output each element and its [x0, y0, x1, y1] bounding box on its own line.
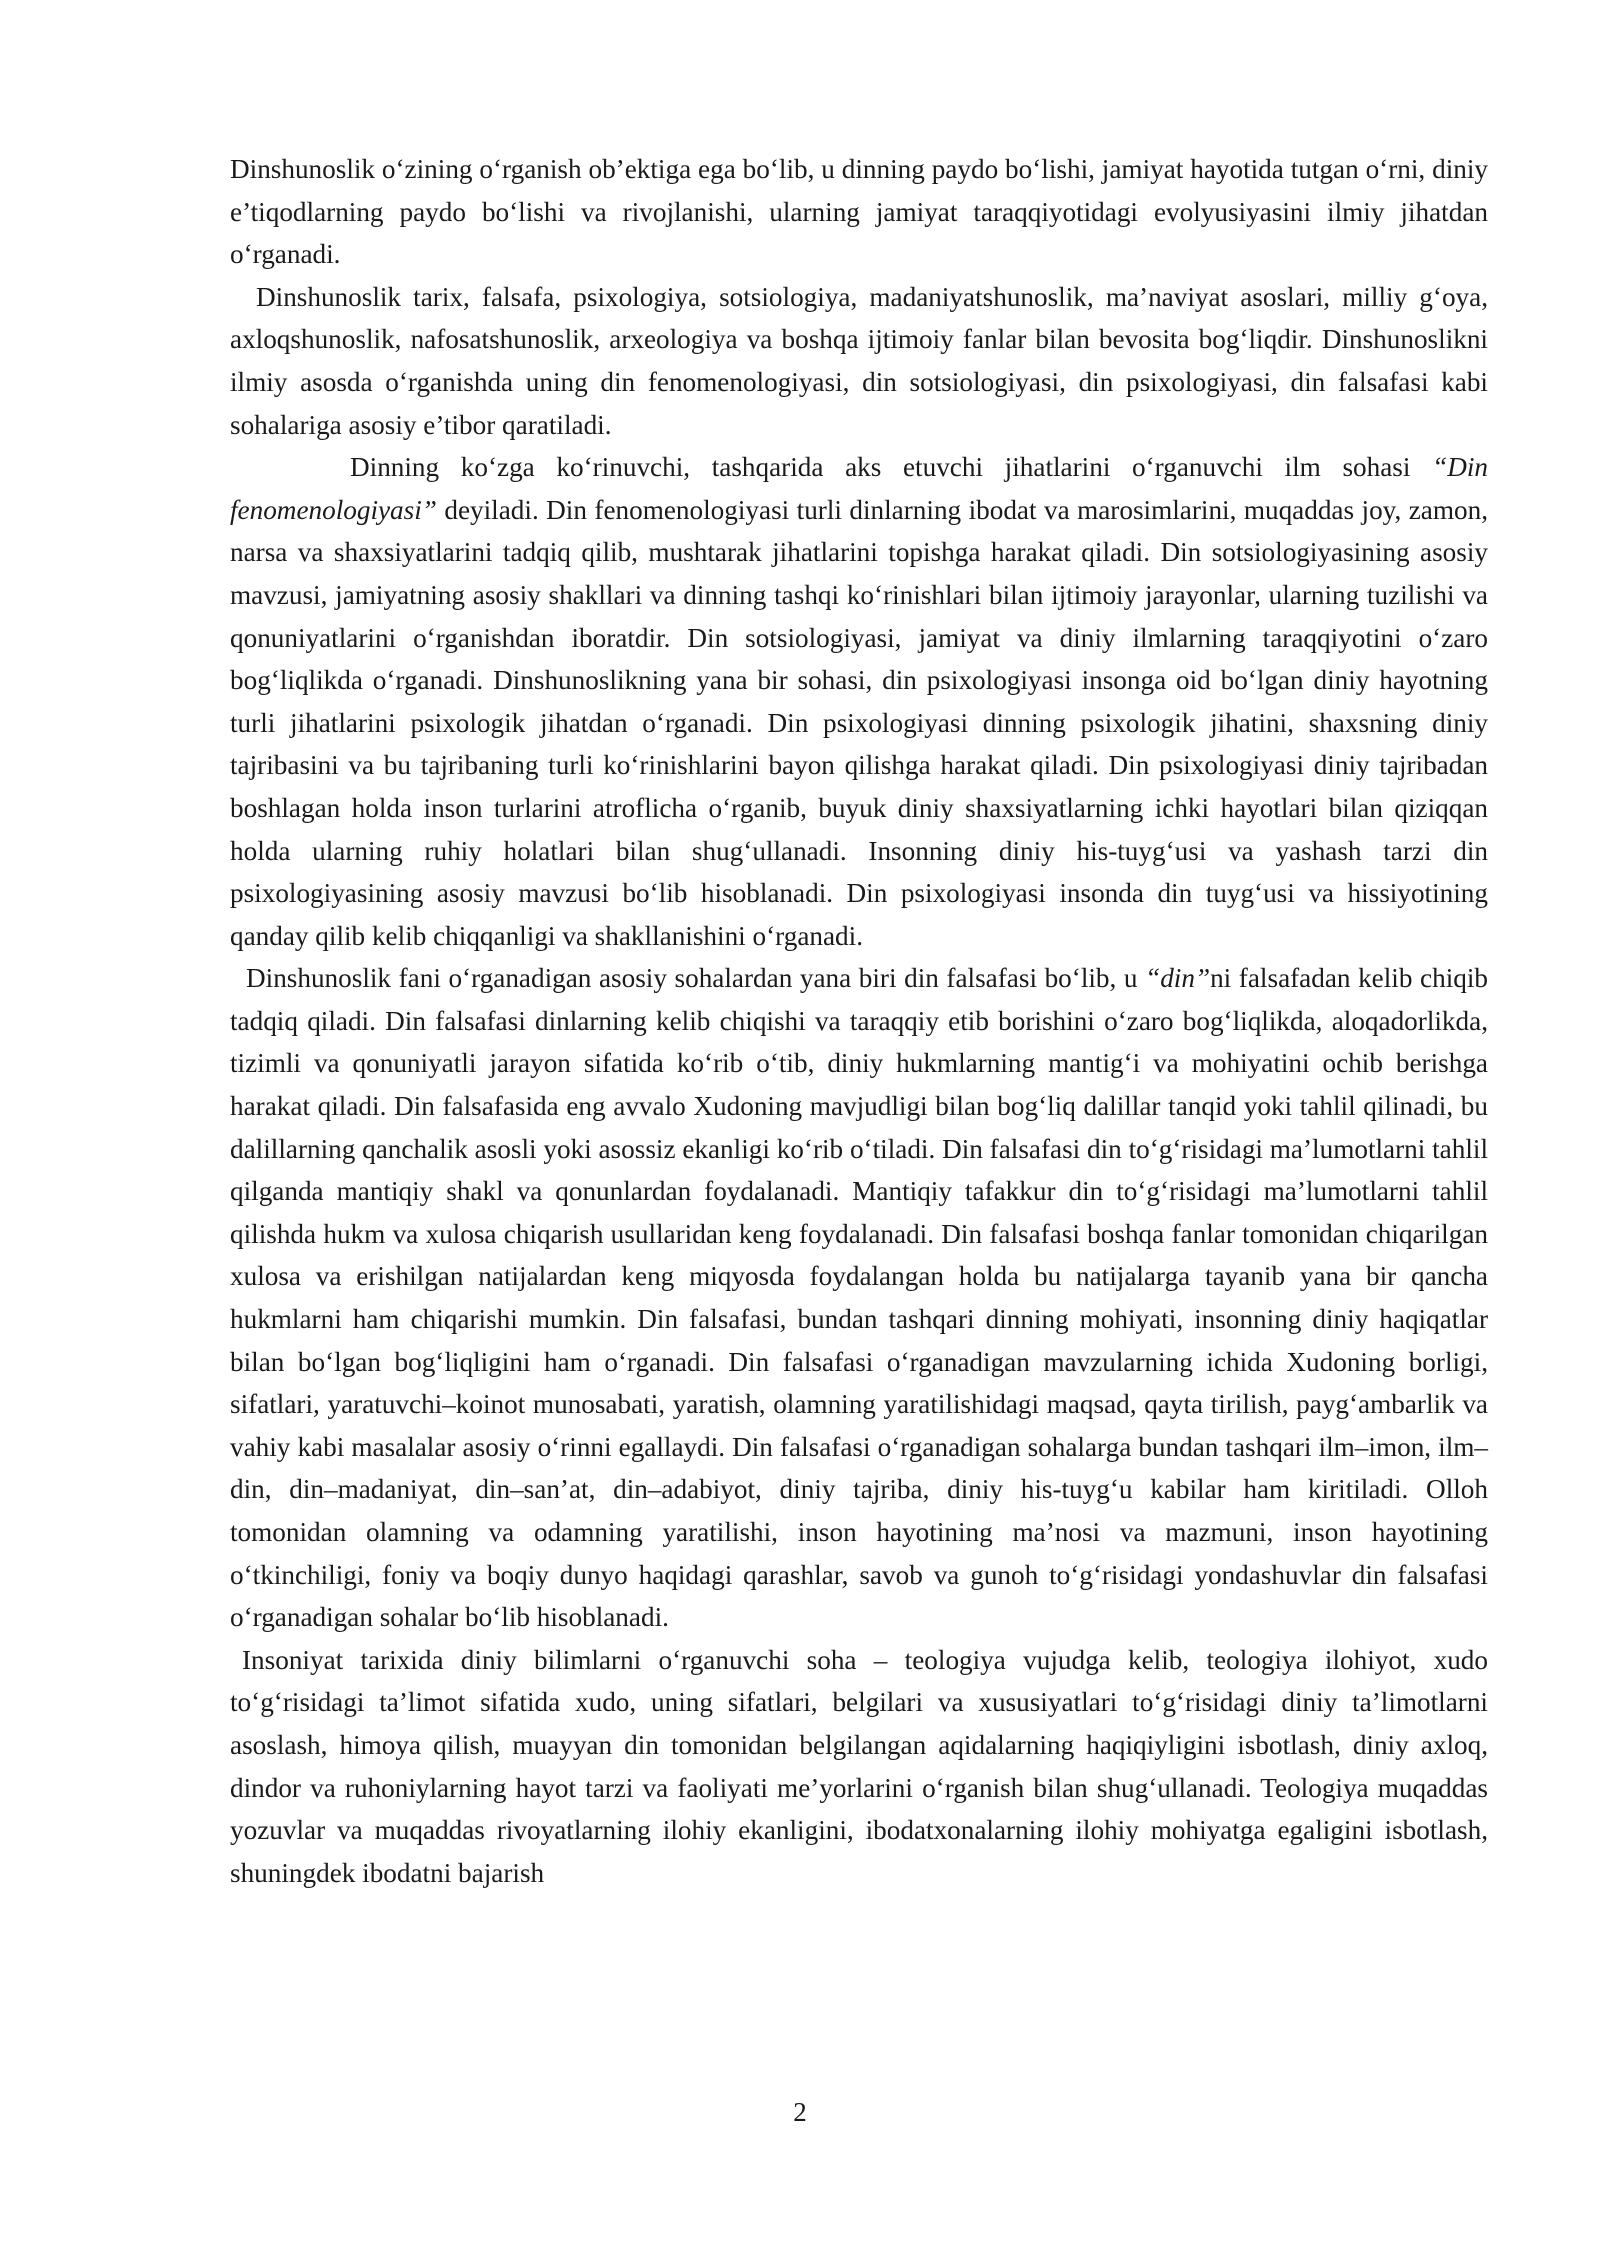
paragraph-2 — [230, 276, 1488, 446]
document-body — [230, 148, 1488, 1894]
paragraph-4-italic-term: “din” — [1145, 963, 1211, 994]
paragraph-3-text-after: deyiladi. Din fenomenologiyasi turli dinlarning ibodat va marosimlarini, muqaddas joy, zamon, narsa va shaxsiyatlarini tadqiq qilib, mushtarak jihatlarini topishga harakat qiladi. Din sotsiologiyasining asosiy mavzusi, jamiyatning asosiy shakllari va dinning tashqi ko‘rinishlari bilan ijtimoiy jarayonlar, ularning tuzilishi va qonuniyatlarini o‘rganishdan iboratdir. Din sotsiologiyasi, jamiyat va diniy ilmlarning taraqqiyotini o‘zaro bog‘liqlikda o‘rganadi. Dinshunoslikning yana bir sohasi, din psixologiyasi insonga oid bo‘lgan diniy hayotning turli jihatlarini psixologik jihatdan o‘rganadi. Din psixologiyasi dinning psixologik jihatini, shaxsning diniy tajribasini va bu tajribaning turli ko‘rinishlarini bayon qilishga harakat qiladi. Din psixologiyasi diniy tajribadan boshlagan holda inson turlarini atroflicha o‘rganib, buyuk diniy shaxsiyatlarning ichki hayotlari bilan qiziqqan holda ularning ruhiy holatlari bilan shug‘ullanadi. Insonning diniy his-tuyg‘usi va yashash tarzi din psixologiyasining asosiy mavzusi bo‘lib hisoblanadi. Din psixologiyasi insonda din tuyg‘usi va hissiyotining qanday qilib kelib chiqqanligi va shakllanishini o‘rganadi. — [230, 494, 1488, 951]
paragraph-4 — [230, 957, 1488, 1639]
paragraph-4-text-after: ni falsafadan kelib chiqib tadqiq qiladi. Din falsafasi dinlarning kelib chiqishi va taraqqiy etib borishini o‘zaro bog‘liqlikda, aloqadorlikda, tizimli va qonuniyatli jarayon sifatida ko‘rib o‘tib, diniy hukmlarning mantig‘i va mohiyatini ochib berishga harakat qiladi. Din falsafasida eng avvalo Xudoning mavjudligi bilan bog‘liq dalillar tanqid yoki tahlil qilinadi, bu dalillarning qanchalik asosli yoki asossiz ekanligi ko‘rib o‘tiladi. Din falsafasi din to‘g‘risidagi ma’lumotlarni tahlil qilganda mantiqiy shakl va qonunlardan foydalanadi. Mantiqiy tafakkur din to‘g‘risidagi ma’lumotlarni tahlil qilishda hukm va xulosa chiqarish usullaridan keng foydalanadi. Din falsafasi boshqa fanlar tomonidan chiqarilgan xulosa va erishilgan natijalardan keng miqyosda foydalangan holda bu natijalarga tayanib yana bir qancha hukmlarni ham chiqarishi mumkin. Din falsafasi, bundan tashqari dinning mohiyati, insonning diniy haqiqatlar bilan bo‘lgan bog‘liqligini ham o‘rganadi. Din falsafasi o‘rganadigan mavzularning ichida Xudoning borligi, sifatlari, yaratuvchi–koinot munosabati, yaratish, olamning yaratilishidagi maqsad, qayta tirilish, payg‘ambarlik va vahiy kabi masalalar asosiy o‘rinni egallaydi. Din falsafasi o‘rganadigan sohalarga bundan tashqari ilm–imon, ilm–din, din–madaniyat, din–san’at, din–adabiyot, diniy tajriba, diniy his-tuyg‘u kabilar ham kiritiladi. Olloh tomonidan olamning va odamning yaratilishi, inson hayotining ma’nosi va mazmuni, inson hayotining o‘tkinchiligi, foniy va boqiy dunyo haqidagi qarashlar, savob va gunoh to‘g‘risidagi yondashuvlar din falsafasi o‘rganadigan sohalar bo‘lib hisoblanadi. — [230, 963, 1488, 1633]
page-number: 2 — [793, 2097, 807, 2127]
paragraph-3-italic-term: “Din fenomenologiyasi” — [230, 452, 1488, 525]
paragraph-5 — [230, 1639, 1488, 1895]
paragraph-1 — [230, 148, 1488, 276]
paragraph-3 — [230, 446, 1488, 957]
paragraph-1-text: Dinshunoslik o‘zining o‘rganish ob’ektiga ega bo‘lib, u dinning paydo bo‘lishi, jamiyat hayotida tutgan o‘rni, diniy e’tiqodlarning paydo bo‘lishi va rivojlanishi, ularning jamiyat taraqqiyotidagi evolyusiyasini ilmiy jihatdan o‘rganadi. — [230, 154, 1488, 270]
paragraph-5-text: Insoniyat tarixida diniy bilimlarni o‘rganuvchi soha – teologiya vujudga kelib, teologiya ilohiyot, xudo to‘g‘risidagi ta’limot sifatida xudo, uning sifatlari, belgilari va xususiyatlari to‘g‘risidagi diniy ta’limotlarni asoslash, himoya qilish, muayyan din tomonidan belgilangan aqidalarning haqiqiyligini isbotlash, diniy axloq, dindor va ruhoniylarning hayot tarzi va faoliyati me’yorlarini o‘rganish bilan shug‘ullanadi. Teologiya muqaddas yozuvlar va muqaddas rivoyatlarning ilohiy ekanligini, ibodatxonalarning ilohiy mohiyatga egaligini isbotlash, shuningdek ibodatni bajarish — [230, 1644, 1488, 1888]
paragraph-2-text: Dinshunoslik tarix, falsafa, psixologiya, sotsiologiya, madaniyatshunoslik, ma’naviyat asoslari, milliy g‘oya, axloqshunoslik, nafosatshunoslik, arxeologiya va boshqa ijtimoiy fanlar bilan bevosita bog‘liqdir. Dinshunoslikni ilmiy asosda o‘rganishda uning din fenomenologiyasi, din sotsiologiyasi, din psixologiyasi, din falsafasi kabi sohalariga asosiy e’tibor qaratiladi. — [230, 281, 1488, 440]
paragraph-3-text-before: Dinning ko‘zga ko‘rinuvchi, tashqarida aks etuvchi jihatlarini o‘rganuvchi ilm sohasi — [350, 452, 1433, 483]
paragraph-4-text-before: Dinshunoslik fani o‘rganadigan asosiy sohalardan yana biri din falsafasi bo‘lib, u — [246, 963, 1146, 994]
